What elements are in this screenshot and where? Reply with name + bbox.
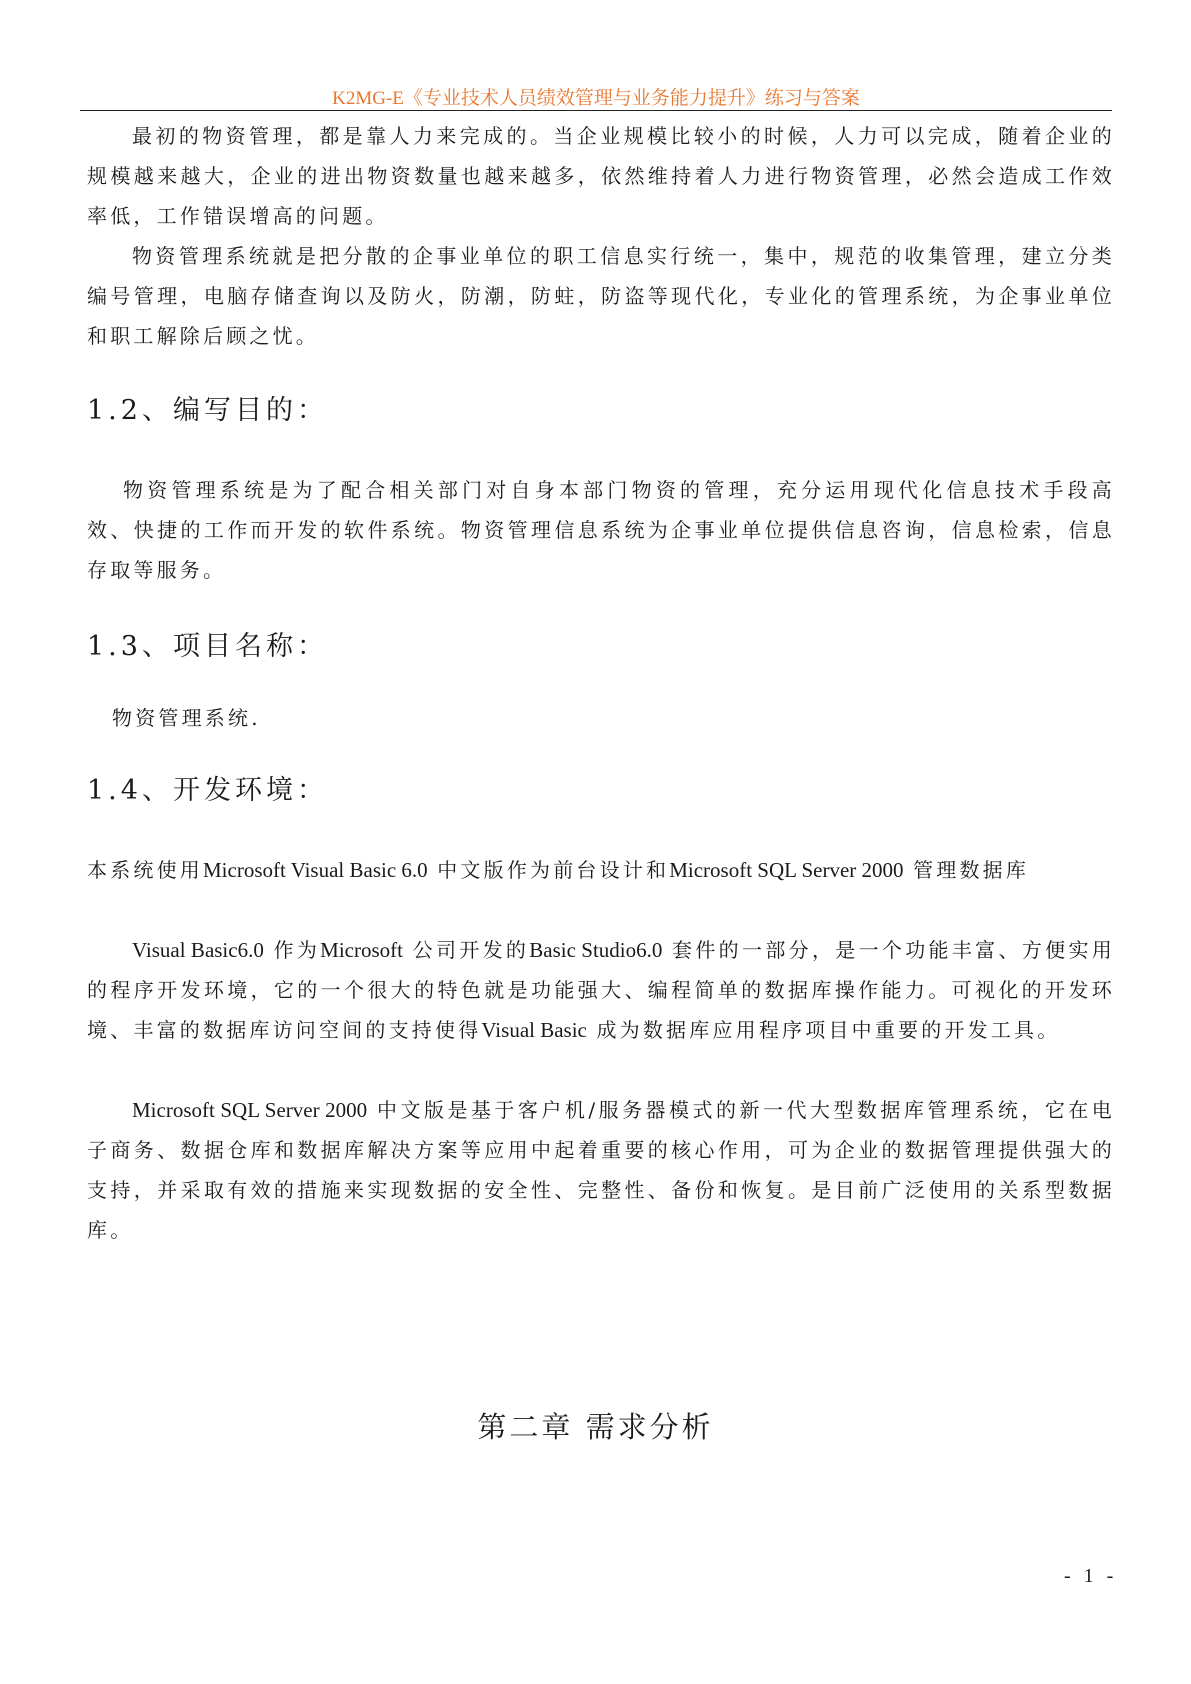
text-span: 公司开发的 [402, 938, 530, 962]
text-span: Visual Basic6.0 [132, 938, 264, 962]
paragraph-intro: 最初的物资管理，都是靠人力来完成的。当企业规模比较小的时候，人力可以完成，随着企业的规模越来越大，企业的进出物资数量也越来越多，依然维持着人力进行物资管理，必然会造成工作效率低，工作错误增高的问题。 [87, 124, 1115, 228]
paragraph-purpose: 物资管理系统是为了配合相关部门对自身本部门物资的管理，充分运用现代化信息技术手段高效、快捷的工作而开发的软件系统。物资管理信息系统为企事业单位提供信息咨询，信息检索，信息存取等服务。 [87, 478, 1115, 582]
section-heading-dev-environment: 1.4、开发环境： [87, 775, 328, 806]
text-span: 管理数据库 [903, 858, 1030, 882]
text-span: 中文版是基于客户机/服务器模式的新一代大型数据库管理系统，它在电子商务、数据仓库和数据库解决方案等应用中起着重要的核心作用，可为企业的数据管理提供强大的支持，并采取有效的措施来实现数据的安全性、完整性、备份和恢复。是目前广泛使用的关系型数据库。 [87, 1098, 1115, 1242]
text-span: Microsoft SQL Server 2000 [669, 858, 904, 882]
header-divider [80, 110, 1112, 111]
section-heading-project-name: 1.3、项目名称： [87, 631, 328, 662]
paragraph-system-description: 物资管理系统就是把分散的企事业单位的职工信息实行统一，集中，规范的收集管理，建立分类编号管理，电脑存储查询以及防火，防潮，防蛀，防盗等现代化，专业化的管理系统，为企事业单位和职工解除后顾之忧。 [87, 244, 1115, 348]
text-span: 成为数据库应用程序项目中重要的开发工具。 [586, 1018, 1061, 1042]
text-span: Microsoft Visual Basic 6.0 [203, 858, 428, 882]
paragraph-sql-server [87, 1090, 1115, 1250]
running-header: K2MG-E《专业技术人员绩效管理与业务能力提升》练习与答案 [332, 88, 860, 109]
paragraph-project-name: 物资管理系统. [112, 706, 261, 730]
paragraph-visual-basic [87, 930, 1115, 1050]
text-span: Visual Basic [481, 1018, 587, 1042]
text-span: Microsoft SQL Server 2000 [132, 1098, 368, 1122]
text-span: 作为 [263, 938, 321, 962]
text-span: 中文版作为前台设计和 [427, 858, 670, 882]
text-span: 本系统使用 [87, 858, 203, 882]
chapter-title: 第二章 需求分析 [477, 1410, 714, 1444]
text-span: Basic Studio6.0 [529, 938, 663, 962]
page-number: - 1 - [1064, 1565, 1118, 1587]
section-heading-purpose: 1.2、编写目的： [87, 395, 328, 426]
text-span: 套件的一部分，是一个功能丰富、方便实用的程序开发环境，它的一个很大的特色就是功能强大、编程简单的数据库操作能力。可视化的开发环境、丰富的数据库访问空间的支持使得 [87, 938, 1115, 1042]
text-span: Microsoft [320, 938, 403, 962]
paragraph-environment [87, 850, 1115, 890]
